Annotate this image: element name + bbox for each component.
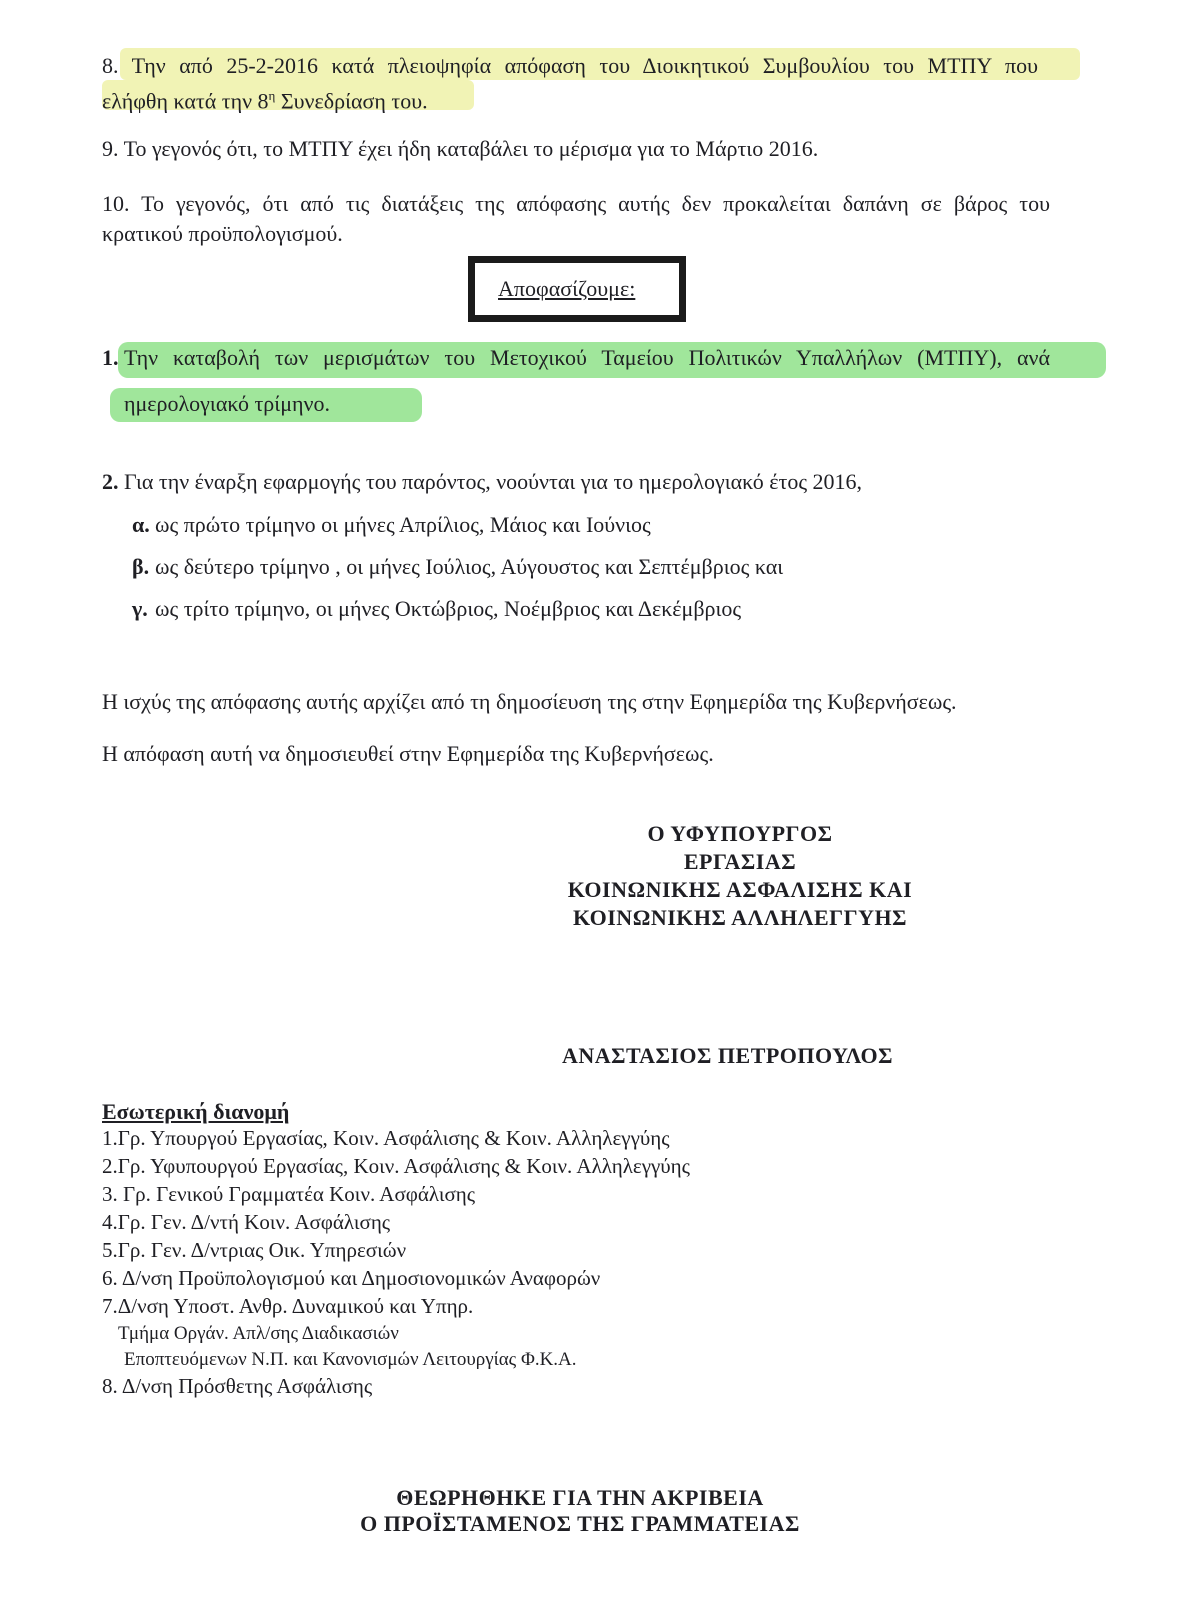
sub-c-text: ως τρίτο τρίμηνο, οι μήνες Οκτώβριος, Νοέμβριος και Δεκέμβριος — [155, 596, 742, 621]
distribution-entry-sub: Εποπτευόμενων Ν.Π. και Κανονισμών Λειτουργίας Φ.Κ.Α. — [124, 1349, 577, 1370]
distribution-entry-sub: Τμήμα Οργάν. Απλ/σης Διαδικασιών — [118, 1323, 399, 1344]
item8-line2-post: Συνεδρίαση του. — [275, 88, 428, 114]
item8-line2 — [102, 82, 428, 115]
decision2-number: 2. — [102, 469, 119, 494]
distribution-entry: 8. Δ/νση Πρόσθετης Ασφάλισης — [102, 1374, 373, 1398]
item8-line2-sup: η — [268, 88, 276, 103]
certification-line2: Ο ΠΡΟΪΣΤΑΜΕΝΟΣ ΤΗΣ ΓΡΑΜΜΑΤΕΙΑΣ — [360, 1511, 800, 1536]
decision1-number: 1. — [102, 345, 119, 370]
sub-a-label: α. — [132, 512, 150, 537]
item8-line1: 8. Την από 25-2-2016 κατά πλειοψηφία απόφαση του Διοικητικού Συμβουλίου του ΜΤΠΥ που — [102, 53, 1038, 78]
sub-b-text: ως δεύτερο τρίμηνο , οι μήνες Ιούλιος, Αύγουστος και Σεπτέμβριος και — [155, 554, 784, 579]
distribution-entry: 1.Γρ. Υπουργού Εργασίας, Κοιν. Ασφάλισης & Κοιν. Αλληλεγγύης — [102, 1126, 670, 1150]
sub-c-label: γ. — [132, 596, 148, 621]
decision1-line2: ημερολογιακό τρίμηνο. — [124, 391, 330, 416]
decision2-line: Για την έναρξη εφαρμογής του παρόντος, νοούνται για το ημερολογιακό έτος 2016, — [124, 469, 863, 494]
validity-statement: Η ισχύς της απόφασης αυτής αρχίζει από τη δημοσίευση της στην Εφημερίδα της Κυβερνήσεως. — [102, 689, 957, 714]
signature-title-4: ΚΟΙΝΩΝΙΚΗΣ ΑΛΛΗΛΕΓΓΥΗΣ — [572, 905, 908, 930]
signature-title-1: Ο ΥΦΥΠΟΥΡΓΟΣ — [647, 821, 833, 846]
publication-statement: Η απόφαση αυτή να δημοσιευθεί στην Εφημερίδα της Κυβερνήσεως. — [102, 741, 714, 766]
signature-title-2: ΕΡΓΑΣΙΑΣ — [683, 849, 797, 874]
item9: 9. Το γεγονός ότι, το ΜΤΠΥ έχει ήδη καταβάλει το μέρισμα για το Μάρτιο 2016. — [102, 136, 819, 161]
certification-line1: ΘΕΩΡΗΘΗΚΕ ΓΙΑ ΤΗΝ ΑΚΡΙΒΕΙΑ — [396, 1485, 764, 1510]
item8-line2-pre: ελήφθη κατά την 8 — [102, 88, 269, 114]
item10-line2: κρατικού προϋπολογισμού. — [102, 221, 343, 246]
signatory-name: ΑΝΑΣΤΑΣΙΟΣ ΠΕΤΡΟΠΟΥΛΟΣ — [562, 1043, 894, 1068]
distribution-entry: 2.Γρ. Υφυπουργού Εργασίας, Κοιν. Ασφάλισης & Κοιν. Αλληλεγγύης — [102, 1154, 690, 1178]
decision1-line1: Την καταβολή των μερισμάτων του Μετοχικού Ταμείου Πολιτικών Υπαλλήλων (ΜΤΠΥ), ανά — [124, 345, 1050, 370]
decision-heading: Αποφασίζουμε: — [498, 276, 636, 301]
distribution-heading: Εσωτερική διανομή — [102, 1099, 290, 1124]
item10-line1: 10. Το γεγονός, ότι από τις διατάξεις της απόφασης αυτής δεν προκαλείται δαπάνη σε βάρος του — [102, 191, 1050, 216]
sub-b-label: β. — [132, 554, 150, 579]
signature-title-3: ΚΟΙΝΩΝΙΚΗΣ ΑΣΦΑΛΙΣΗΣ ΚΑΙ — [567, 877, 913, 902]
sub-a-text: ως πρώτο τρίμηνο οι μήνες Απρίλιος, Μάιος και Ιούνιος — [155, 512, 651, 537]
distribution-entry: 7.Δ/νση Υποστ. Ανθρ. Δυναμικού και Υπηρ. — [102, 1294, 474, 1318]
distribution-entry: 5.Γρ. Γεν. Δ/ντριας Οικ. Υπηρεσιών — [102, 1238, 407, 1262]
distribution-entry: 4.Γρ. Γεν. Δ/ντή Κοιν. Ασφάλισης — [102, 1210, 391, 1234]
distribution-entry: 3. Γρ. Γενικού Γραμματέα Κοιν. Ασφάλισης — [102, 1182, 476, 1206]
distribution-entry: 6. Δ/νση Προϋπολογισμού και Δημοσιονομικών Αναφορών — [102, 1266, 601, 1290]
